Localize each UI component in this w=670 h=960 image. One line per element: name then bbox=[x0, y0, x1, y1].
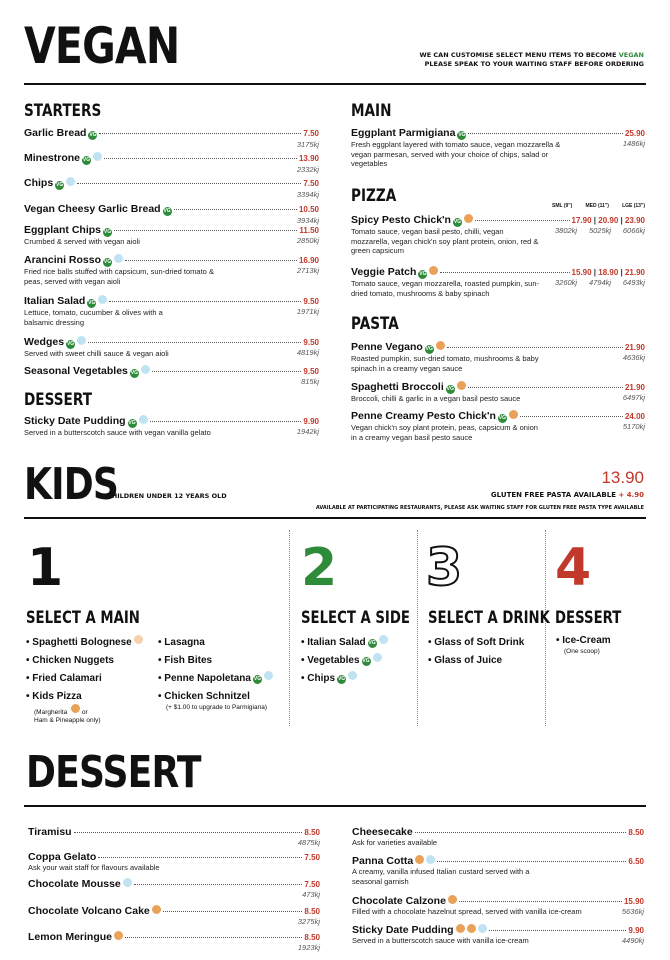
gluten-free-note: GLUTEN FREE PASTA AVAILABLE + 4.90 bbox=[490, 491, 644, 499]
kids-price: 13.90 bbox=[601, 468, 644, 487]
step-title: SELECT A MAIN bbox=[26, 608, 140, 628]
vegan-icon: VG bbox=[103, 229, 112, 235]
gluten-free-icon bbox=[77, 336, 86, 345]
kids-dessert-list bbox=[556, 634, 611, 656]
availability-note: AVAILABLE AT PARTICIPATING RESTAURANTS, PLEASE ASK WAITING STAFF FOR GLUTEN FREE PASTA TYPE AVAILABLE bbox=[315, 505, 644, 511]
chilli-icon bbox=[467, 924, 476, 933]
vegan-icon: VG bbox=[368, 640, 376, 646]
menu-item: Sticky Date Pudding 9.90 Served in a butterscotch sauce with vanilla ice-cream 4490kj bbox=[352, 924, 644, 945]
chilli-icon bbox=[429, 266, 438, 275]
vegan-icon: VG bbox=[103, 259, 112, 265]
gluten-free-icon bbox=[373, 653, 382, 662]
menu-item: Spaghetti Broccoli VG 21.90 Broccoli, chilli & garlic in a vegan basil pesto sauce 6497kj bbox=[351, 381, 645, 403]
starters-title: STARTERS bbox=[24, 101, 102, 121]
menu-item: Coppa Gelato 7.50 Ask your wait staff for flavours available bbox=[28, 851, 320, 872]
dessert-title: DESSERT bbox=[26, 747, 201, 798]
menu-item: Veggie Patch VG 15.90 | 18.90 | 21.90 Tomato sauce, vegan mozzarella, roasted pumpkin, sun-dried tomato, mushrooms & baby spinach 3260kj 4794kj 6493kj bbox=[351, 266, 645, 298]
menu-item: Panna Cotta 6.50 A creamy, vanilla infused Italian custard served with a seasonal garnish bbox=[352, 855, 644, 886]
kids-mains-list bbox=[26, 634, 143, 725]
chilli-icon bbox=[457, 381, 466, 390]
vegan-icon: VG bbox=[163, 208, 171, 214]
step-title: SELECT A DRINK bbox=[428, 608, 550, 628]
vegan-icon: VG bbox=[419, 271, 427, 277]
gluten-free-icon bbox=[141, 365, 150, 374]
step-number: 3 bbox=[426, 538, 463, 598]
gluten-free-icon bbox=[379, 635, 388, 644]
menu-item: Lemon Meringue 8.50 1923kj bbox=[28, 931, 320, 952]
chilli-icon bbox=[134, 635, 143, 644]
chilli-icon bbox=[415, 855, 424, 864]
vegan-icon: VG bbox=[362, 658, 370, 664]
menu-item: Chocolate Calzone 15.90 Filled with a chocolate hazelnut spread, served with vanilla ice-cream 5636kj bbox=[352, 895, 644, 916]
gluten-free-icon bbox=[114, 254, 123, 263]
gluten-free-icon bbox=[348, 671, 357, 680]
vegan-icon: VG bbox=[458, 132, 466, 138]
list-item: • Penne Napoletana VG bbox=[158, 670, 273, 688]
list-item: • Fish Bites bbox=[158, 655, 213, 666]
gluten-free-icon bbox=[426, 855, 435, 864]
gluten-free-icon bbox=[98, 295, 107, 304]
divider bbox=[545, 530, 546, 726]
kids-subtitle: CHILDREN UNDER 12 YEARS OLD bbox=[107, 492, 227, 500]
list-item: • Spaghetti Bolognese bbox=[26, 634, 143, 652]
list-item: • Fried Calamari bbox=[26, 673, 102, 684]
pasta-title: PASTA bbox=[351, 314, 399, 334]
chilli-icon bbox=[464, 214, 473, 223]
vegan-icon: VG bbox=[446, 386, 454, 392]
menu-item: Arancini Rosso VG 16.90 Fried rice balls stuffed with capsicum, sun-dried tomato & peas, served with vegan aioli 2713kj bbox=[24, 254, 319, 286]
list-item: • Lasagna bbox=[158, 637, 205, 648]
vegan-icon: VG bbox=[128, 420, 136, 426]
vegan-icon: VG bbox=[425, 346, 433, 352]
vegan-icon: VG bbox=[453, 219, 462, 225]
menu-item: Garlic Bread VG 7.50 3175kj bbox=[24, 127, 319, 149]
menu-item: Penne Vegano VG 21.90 Roasted pumpkin, sun-dried tomato, mushrooms & baby spinach in a creamy vegan sauce 4636kj bbox=[351, 341, 645, 373]
vegan-icon: VG bbox=[253, 676, 262, 682]
kids-sides-list bbox=[301, 634, 388, 688]
menu-item: Chocolate Mousse 7.50 473kj bbox=[28, 878, 320, 899]
chilli-icon bbox=[436, 341, 445, 350]
divider bbox=[24, 517, 646, 519]
divider bbox=[417, 530, 418, 726]
chilli-icon bbox=[152, 905, 161, 914]
gluten-free-icon bbox=[264, 671, 273, 680]
chilli-icon bbox=[71, 704, 80, 713]
divider bbox=[289, 530, 290, 726]
list-item: • Ice-Cream (One scoop) bbox=[556, 635, 611, 655]
vegan-icon: VG bbox=[130, 370, 138, 376]
step-number: 4 bbox=[555, 538, 592, 598]
menu-item: Spicy Pesto Chick'n VG 17.90 | 20.90 | 23.90 Tomato sauce, vegan basil pesto, chilli, vegan mozzarella, vegan chick'n soy plant protein, onion, red & green capsicum 3802kj 5025kj 6066kj bbox=[351, 214, 645, 255]
step-number: 2 bbox=[301, 538, 338, 598]
chilli-icon bbox=[456, 924, 465, 933]
list-item: • Chicken Nuggets bbox=[26, 655, 114, 666]
menu-item: Italian Salad VG 9.50 Lettuce, tomato, cucumber & olives with a balsamic dressing 1971kj bbox=[24, 295, 319, 327]
list-item: • Vegetables VG bbox=[301, 652, 388, 670]
divider bbox=[24, 805, 646, 807]
menu-item: Wedges VG 9.50 Served with sweet chilli sauce & vegan aioli 4819kj bbox=[24, 336, 319, 358]
vegan-icon: VG bbox=[82, 157, 91, 163]
vegan-icon: VG bbox=[88, 300, 96, 306]
list-item: • Chips VG bbox=[301, 670, 388, 688]
menu-item: Chocolate Volcano Cake 8.50 3275kj bbox=[28, 905, 320, 926]
menu-item: Cheesecake 8.50 Ask for varieties available bbox=[352, 826, 644, 847]
menu-item: Penne Creamy Pesto Chick'n VG 24.00 Vegan chick'n soy plant protein, peas, capsicum & onion in a creamy vegan basil pesto sauce 5170kj bbox=[351, 410, 645, 442]
gluten-free-icon bbox=[478, 924, 487, 933]
vegan-icon: VG bbox=[498, 415, 506, 421]
divider bbox=[24, 83, 646, 85]
menu-item: Seasonal Vegetables VG 9.50 815kj bbox=[24, 365, 319, 386]
pizza-title: PIZZA bbox=[351, 186, 397, 206]
gluten-free-icon bbox=[66, 177, 75, 186]
vegan-icon: VG bbox=[66, 341, 75, 347]
list-item: • Kids Pizza (Margherita or Ham & Pineapple only) bbox=[26, 691, 101, 724]
menu-item: Minestrone VG 13.90 2332kj bbox=[24, 152, 319, 174]
step-title: DESSERT bbox=[555, 608, 622, 628]
kids-mains-list-2 bbox=[158, 634, 273, 712]
step-title: SELECT A SIDE bbox=[301, 608, 410, 628]
kids-title: KIDS bbox=[24, 459, 119, 510]
menu-item: Sticky Date Pudding VG 9.90 Served in a butterscotch sauce with vegan vanilla gelato 1942kj bbox=[24, 415, 319, 437]
gluten-free-icon bbox=[93, 152, 102, 161]
kids-drinks-list bbox=[428, 634, 524, 670]
menu-item: Chips VG 7.50 3394kj bbox=[24, 177, 319, 199]
vegan-title: VEGAN bbox=[24, 17, 180, 75]
menu-item: Eggplant Chips VG 11.50 Crumbed & served with vegan aioli 2850kj bbox=[24, 224, 319, 246]
vegan-icon: VG bbox=[337, 676, 346, 682]
vegan-note: WE CAN CUSTOMISE SELECT MENU ITEMS TO BECOME VEGAN PLEASE SPEAK TO YOUR WAITING STAFF BEFORE ORDERING bbox=[419, 51, 644, 68]
list-item: • Italian Salad VG bbox=[301, 634, 388, 652]
list-item: • Glass of Soft Drink bbox=[428, 637, 525, 648]
gluten-free-icon bbox=[123, 878, 132, 887]
chilli-icon bbox=[509, 410, 518, 419]
main-title: MAIN bbox=[351, 101, 392, 121]
menu-item: Eggplant Parmigiana VG 25.90 Fresh eggplant layered with tomato sauce, vegan mozzarella & vegan parmesan, served with your choice of chips, salad or vegetables 1486kj bbox=[351, 127, 645, 168]
list-item: • Chicken Schnitzel (+ $1.00 to upgrade to Parmigiana) bbox=[158, 691, 267, 711]
menu-item: Vegan Cheesy Garlic Bread VG 10.50 3934kj bbox=[24, 203, 319, 225]
chilli-icon bbox=[114, 931, 123, 940]
menu-item: Tiramisu 8.50 4875kj bbox=[28, 826, 320, 847]
vegan-icon: VG bbox=[56, 182, 64, 188]
gluten-free-icon bbox=[139, 415, 148, 424]
step-number: 1 bbox=[27, 538, 64, 598]
vegan-icon: VG bbox=[89, 132, 97, 138]
vegan-dessert-title: DESSERT bbox=[24, 390, 92, 410]
list-item: • Glass of Juice bbox=[428, 655, 503, 666]
pizza-size-header: SML (9") MED (11") LGE (13") bbox=[552, 203, 645, 209]
chilli-icon bbox=[448, 895, 457, 904]
